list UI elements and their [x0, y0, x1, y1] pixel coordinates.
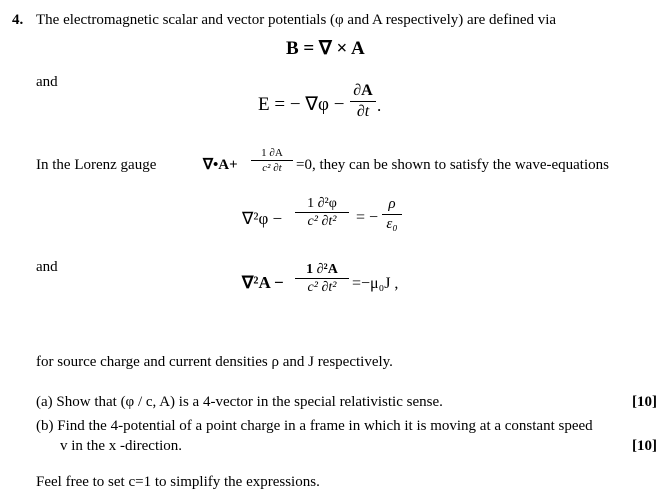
fraction-bar [350, 101, 376, 102]
part-a: (a) Show that (φ / c, A) is a 4-vector in the special relativistic sense. [36, 394, 443, 410]
part-b-line1: (b) Find the 4-potential of a point charge in a frame in which it is moving at a constant speed [36, 418, 593, 434]
wave1-fraction [295, 196, 349, 230]
equation-e-lhs: E = − ∇φ − [258, 94, 345, 115]
wave1-lhs: ∇²φ − [242, 209, 283, 228]
lorenz-lhs: ∇•A+ [203, 157, 238, 173]
wave1-rhs-numerator: ρ [388, 196, 396, 212]
question-number: 4. [12, 12, 24, 28]
lorenz-denominator: c² ∂t [262, 162, 282, 175]
wave1-equals: = − [356, 209, 379, 226]
equation-e-numerator: ∂A [353, 82, 373, 99]
part-b-marks: [10] [632, 438, 657, 454]
wave2-rhs: =−μ₀J , [352, 275, 399, 292]
equation-e-period: . [377, 96, 382, 115]
fraction-bar [295, 212, 349, 213]
equation-e-denominator: ∂t [356, 102, 370, 120]
lorenz-fraction [251, 147, 293, 174]
note-text: Feel free to set c=1 to simplify the expressions. [36, 474, 320, 490]
wave1-rhs-denominator: ε₀ [386, 215, 398, 232]
wave1-numerator: 1 ∂²φ [307, 196, 337, 211]
wave2-numerator: 1 ∂²A [306, 262, 338, 277]
equation-b: B = ∇ × A [286, 38, 365, 59]
lorenz-intro: In the Lorenz gauge [36, 157, 157, 173]
fraction-bar [295, 278, 349, 279]
fraction-bar [382, 214, 402, 215]
part-a-marks: [10] [632, 394, 657, 410]
lorenz-post: =0, they can be shown to satisfy the wave-equations [296, 157, 609, 173]
lorenz-numerator: 1 ∂A [261, 147, 283, 159]
wave1-rhs-fraction [382, 196, 402, 232]
wave2-fraction [295, 262, 349, 296]
fraction-bar [251, 160, 293, 161]
part-b-line2: v in the x -direction. [60, 438, 183, 454]
wave1-denominator: c² ∂t² [307, 214, 337, 230]
and-label-1: and [36, 74, 58, 90]
source-text: for source charge and current densities ρ and J respectively. [36, 354, 393, 370]
intro-text: The electromagnetic scalar and vector potentials (φ and A respectively) are defined via [36, 12, 557, 28]
wave2-lhs: ∇²A − [242, 273, 284, 292]
and-label-2: and [36, 259, 58, 275]
equation-e-fraction [350, 82, 376, 120]
wave2-denominator: c² ∂t² [307, 280, 337, 296]
